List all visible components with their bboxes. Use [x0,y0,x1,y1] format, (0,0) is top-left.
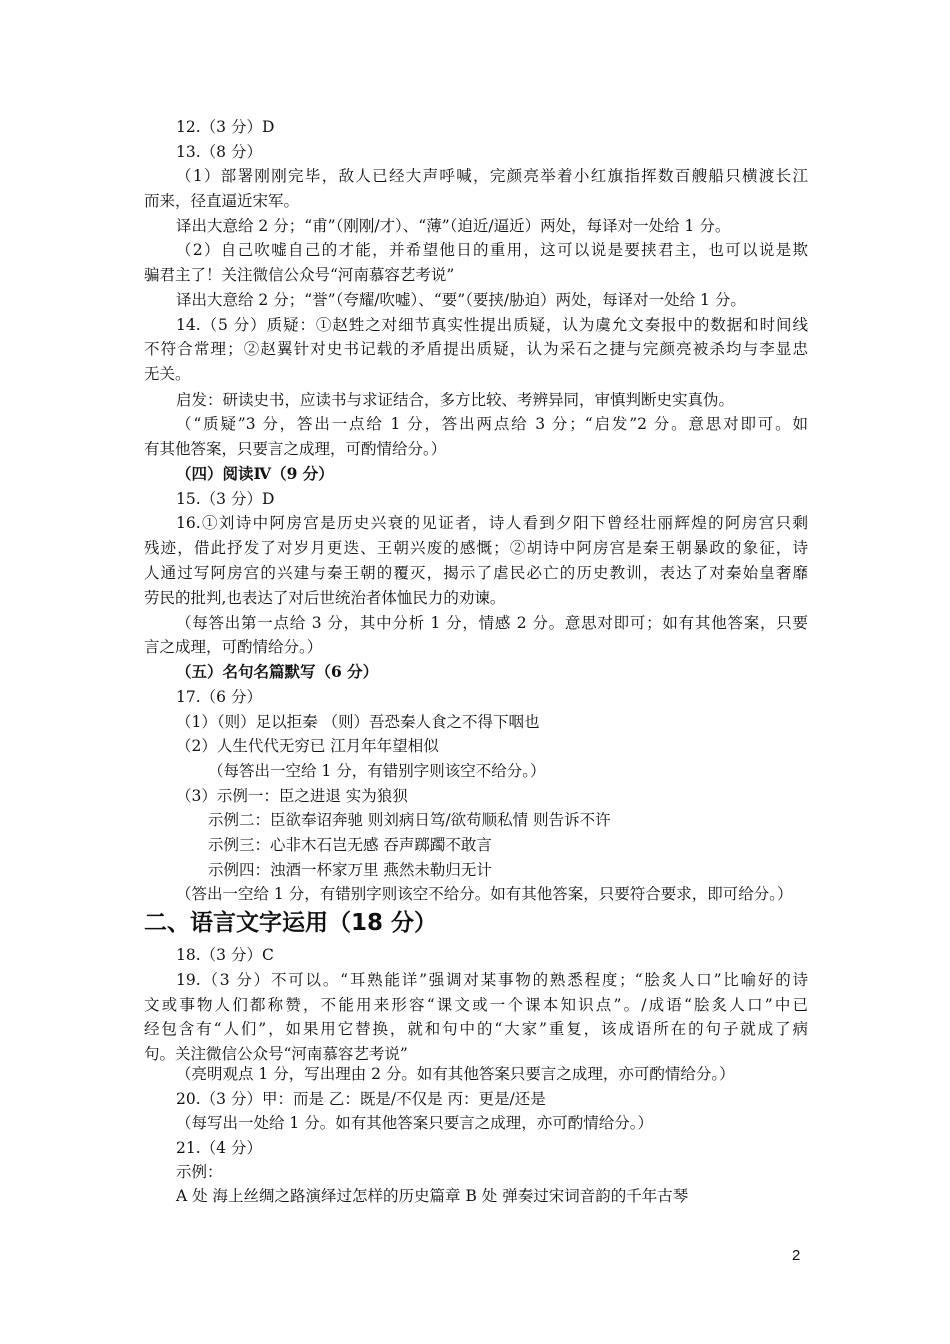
answer-14-line2: 不符合常理；②赵翼针对史书记载的矛盾提出质疑，认为采石之捷与完颜亮被杀均与李显忠 [144,340,808,358]
answer-19-line4: 句。关注微信公众号“河南慕容艺考说” [144,1045,408,1063]
section-heading-recitation: （五）名句名篇默写（6 分） [176,662,379,681]
answer-19-line2: 文或事物人们都称赞，不能用来形容“课文或一个课本知识点”。/成语“脍炙人口”中已 [144,996,808,1014]
answer-14-scoring-line1: （“质疑”3 分，答出一点给 1 分，答出两点给 3 分；“启发”2 分。意思对即可。如 [176,415,808,433]
section-heading-language-use: 二、语言文字运用（18 分） [144,910,438,936]
answer-17-3-example4: 示例四：浊酒一杯家万里 燕然未勒归无计 [208,861,492,879]
answer-14-inspiration: 启发：研读史书，应读书与求证结合，多方比较、考辨异同，审慎判断史实真伪。 [176,391,735,409]
answer-18: 18.（3 分）C [176,946,274,964]
answer-21-example: A 处 海上丝绸之路演绎过怎样的历史篇章 B 处 弹奏过宋词音韵的千年古琴 [176,1187,689,1205]
answer-17-3-example2: 示例二：臣欲奉诏奔驰 则刘病日笃/欲苟顺私情 则告诉不许 [208,811,611,829]
answer-13-1-scoring: 译出大意给 2 分；“甫”（刚刚/才）、“薄”（迫近/逼近）两处，每译对一处给 1 分。 [176,217,731,235]
answer-13-header: 13.（8 分） [176,143,262,161]
answer-21-header: 21.（4 分） [176,1139,262,1157]
answer-16-line1: 16.①刘诗中阿房宫是历史兴衰的见证者，诗人看到夕阳下曾经壮丽辉煌的阿房宫只剩 [176,514,808,532]
answer-21-example-label: 示例： [176,1163,223,1181]
answer-17-2: （2）人生代代无穷已 江月年年望相似 [176,737,439,755]
answer-16-scoring-line1: （每答出第一点给 3 分，其中分析 1 分，情感 2 分。意思对即可；如有其他答案，只要 [176,614,808,632]
answer-19-scoring: （亮明观点 1 分，写出理由 2 分。如有其他答案只要言之成理，亦可酌情给分。） [176,1065,735,1083]
section-heading-reading-4: （四）阅读Ⅳ（9 分） [176,464,334,483]
answer-13-2-scoring: 译出大意给 2 分；“誉”（夸耀/吹嘘）、“要”（要挟/胁迫）两处，每译对一处给 1 分。 [176,291,746,309]
answer-13-2-line2: 骗君主了！关注微信公众号“河南慕容艺考说” [144,266,455,284]
answer-16-scoring-line2: 言之成理，可酌情给分。） [144,638,323,656]
answer-17-1: （1）（则）足以拒秦 （则）吾恐秦人食之不得下咽也 [176,713,540,731]
answer-17-3-example3: 示例三：心非木石岂无感 吞声踯躅不敢言 [208,836,492,854]
answer-14-scoring-line2: 有其他答案，只要言之成理，可酌情给分。） [144,440,447,458]
answer-14-line1: 14.（5 分）质疑：①赵甡之对细节真实性提出质疑，认为虞允文奏报中的数据和时间线 [176,316,808,334]
answer-12: 12.（3 分）D [176,118,275,136]
answer-19-line1: 19.（3 分）不可以。“耳熟能详”强调对某事物的熟悉程度；“脍炙人口”比喻好的诗 [176,971,808,989]
answer-14-line3: 无关。 [144,365,191,383]
page-number: 2 [792,1247,801,1264]
answer-17-2-scoring: （每答出一空给 1 分，有错别字则该空不给分。） [208,762,546,780]
answer-20-scoring: （每写出一处给 1 分。如有其他答案只要言之成理，亦可酌情给分。） [176,1114,653,1132]
answer-19-line3: 经包含有“人们”，如果用它替换，就和句中的“大家”重复，该成语所在的句子就成了病 [144,1020,808,1038]
answer-13-2-line1: （2）自己吹嘘自己的才能，并希望他日的重用，这可以说是要挟君主，也可以说是欺 [176,241,808,259]
answer-20: 20.（3 分）甲：而是 乙：既是/不仅是 丙：更是/还是 [176,1090,546,1108]
answer-13-1-line1: （1）部署刚刚完毕，敌人已经大声呼喊，完颜亮举着小红旗指挥数百艘船只横渡长江 [176,167,808,185]
answer-17-3-scoring: （答出一空给 1 分，有错别字则该空不给分。如有其他答案，只要符合要求，即可给分。） [176,885,793,903]
answer-17-header: 17.（6 分） [176,688,262,706]
answer-16-line4: 劳民的批判,也表达了对后世统治者体恤民力的劝谏。 [144,589,506,607]
answer-16-line2: 残迹，借此抒发了对岁月更迭、王朝兴废的感慨；②胡诗中阿房宫是秦王朝暴政的象征，诗 [144,539,808,557]
answer-16-line3: 人通过写阿房宫的兴建与秦王朝的覆灭，揭示了虐民必亡的历史教训，表达了对秦始皇奢靡 [144,564,808,582]
answer-15: 15.（3 分）D [176,490,275,508]
answer-13-1-line2: 而来，径直逼近宋军。 [144,192,300,210]
answer-17-3-example1: （3）示例一：臣之进退 实为狼狈 [176,787,408,805]
